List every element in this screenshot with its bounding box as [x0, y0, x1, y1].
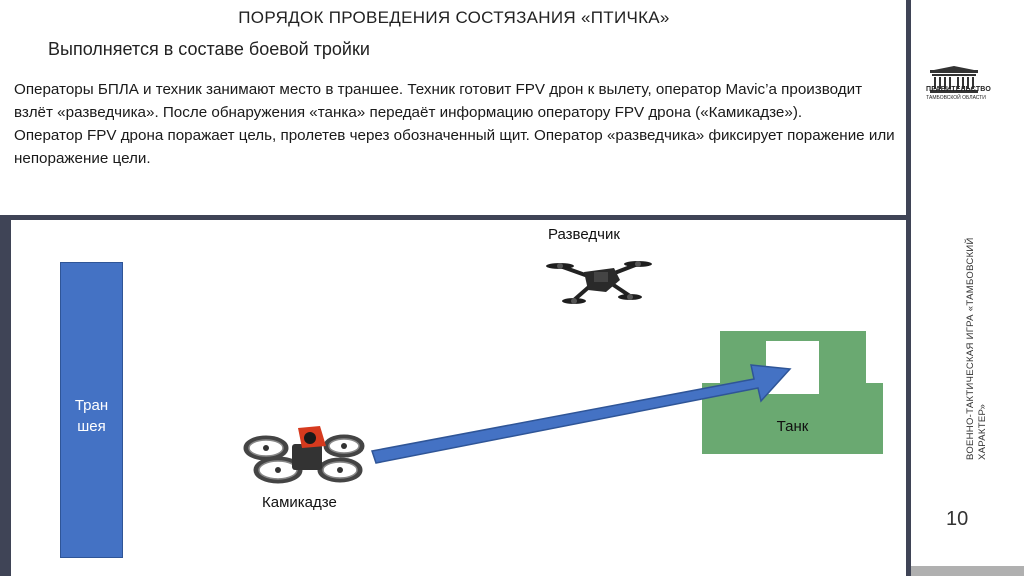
trench-block — [60, 262, 123, 558]
vertical-caption-line1: ВОЕННО-ТАКТИЧЕСКАЯ ИГРА «ТАМБОВСКИЙ — [965, 237, 976, 460]
description-paragraph-1: Операторы БПЛА и техник занимают место в траншее. Техник готовит FPV дрон к вылету, оператор Mavic’а производит взлёт «разведчика». После обнаружения «танка» передаёт информацию оператору FPV дрона («Камикадзе»). — [14, 81, 863, 121]
vertical-caption — [965, 210, 989, 460]
top-divider — [0, 215, 910, 220]
quadcopter-drone-icon — [540, 246, 660, 312]
attack-arrow — [370, 355, 800, 475]
slide-title: ПОРЯДОК ПРОВЕДЕНИЯ СОСТЯЗАНИЯ «ПТИЧКА» — [238, 8, 670, 27]
kamikaze-label: Камикадзе — [262, 494, 337, 511]
bottom-strip — [911, 566, 1024, 576]
description-text — [14, 78, 904, 170]
fpv-drone-icon — [240, 414, 370, 490]
logo-title: ПРАВИТЕЛЬСТВО — [926, 86, 992, 93]
slide-subtitle: Выполняется в составе боевой тройки — [48, 39, 370, 59]
vertical-caption-line2: ХАРАКТЕР» — [977, 403, 988, 460]
page-number: 10 — [946, 508, 969, 530]
right-frame-border — [906, 0, 911, 576]
description-paragraph-2: Оператор FPV дрона поражает цель, пролетев через обозначенный щит. Оператор «разведчика» фиксирует поражение или непоражение цели. — [14, 127, 895, 167]
tank-label: Танк — [776, 418, 809, 435]
logo-subtitle: ТАМБОВСКОЙ ОБЛАСТИ — [926, 95, 986, 101]
trench-label-line2: шея — [77, 418, 106, 435]
left-frame-border — [0, 215, 11, 576]
trench-label-line1: Тран — [74, 397, 109, 414]
scout-label: Разведчик — [548, 226, 620, 243]
